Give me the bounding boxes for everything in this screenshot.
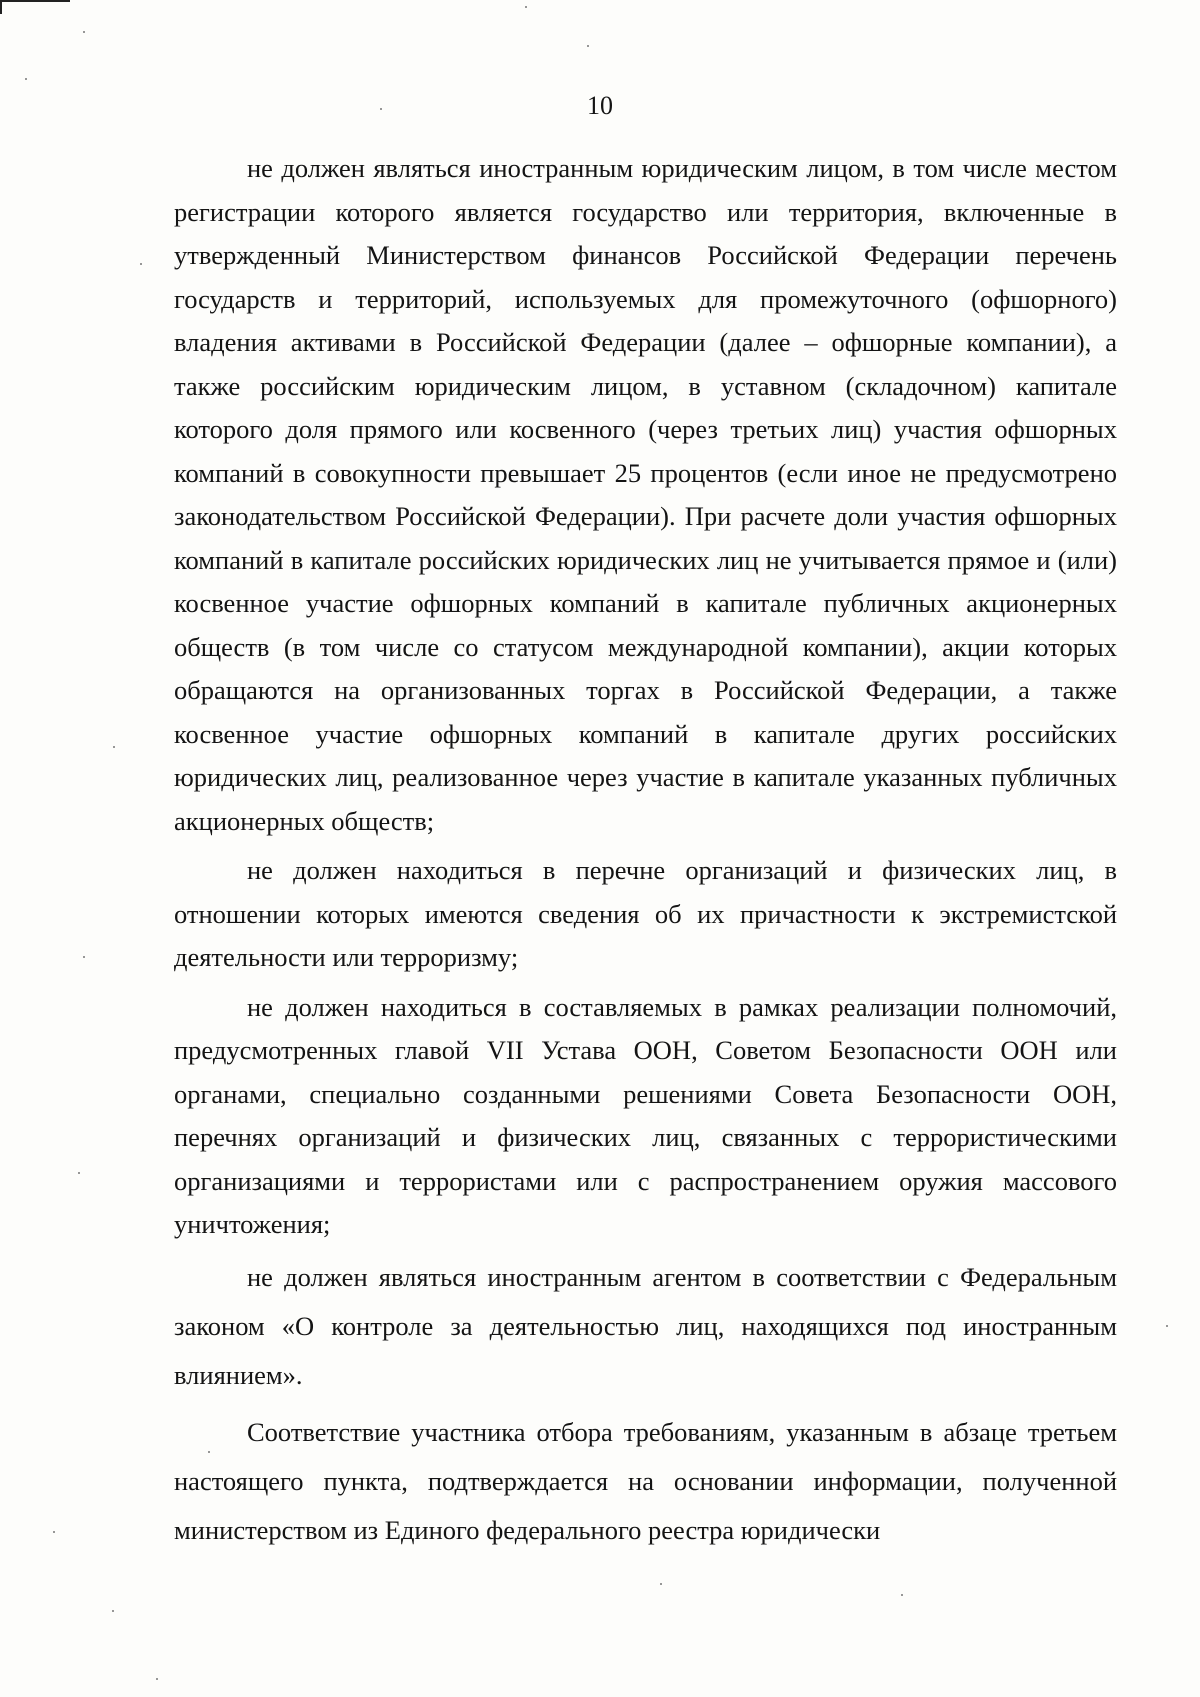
scan-speck (83, 956, 85, 958)
paragraph: не должен являться иностранным агентом в соответствии с Федеральным законом «О контроле за деятельностью лиц, находящихся под иностранным влиянием». (174, 1261, 1117, 1390)
scan-speck (901, 1594, 903, 1596)
scan-speck (113, 746, 115, 748)
scan-speck (140, 263, 142, 265)
paragraph: Соответствие участника отбора требованиям, указанным в абзаце третьем настоящего пункта, подтверждается на основании информации, полученной министерством из Единого федерального реестра юридически (174, 1416, 1117, 1545)
scan-speck (25, 78, 27, 80)
scan-speck (53, 1531, 55, 1533)
paragraph: не должен находиться в перечне организаций и физических лиц, в отношении которых имеются сведения об их причастности к экстремистской деятельности или терроризму; (174, 855, 1117, 972)
scan-speck (112, 1610, 114, 1612)
scan-speck (78, 1172, 80, 1174)
scan-speck (208, 1451, 210, 1453)
scan-speck (587, 45, 589, 47)
scan-speck (156, 1678, 158, 1680)
document-body (174, 147, 1117, 1555)
scan-speck (1166, 1325, 1168, 1327)
scan-speck (525, 6, 527, 8)
scan-speck (380, 108, 382, 110)
scan-corner-mark (0, 0, 2, 14)
page-number: 10 (587, 91, 613, 120)
paragraph: не должен являться иностранным юридическим лицом, в том числе местом регистрации которого является государство или территория, включенные в утвержденный Министерством финансов Российской Федерации перечень государств и территорий, используемых для промежуточного (офшорного) владения активами в Российской Федерации (далее – офшорные компании), а также российским юридическим лицом, в уставном (складочном) капитале которого доля прямого или косвенного (через третьих лиц) участия офшорных компаний в совокупности превышает 25 процентов (если иное не предусмотрено законодательством Российской Федерации). При расчете доли участия офшорных компаний в капитале российских юридических лиц не учитывается прямое и (или) косвенное участие офшорных компаний в капитале публичных акционерных обществ (в том числе со статусом международной компании), акции которых обращаются на организованных торгах в Российской Федерации, а также косвенное участие офшорных компаний в капитале других российских юридических лиц, реализованное через участие в капитале указанных публичных акционерных обществ; (174, 153, 1117, 836)
scan-speck (660, 1583, 662, 1585)
scan-speck (83, 31, 85, 33)
scan-corner-mark (0, 0, 70, 2)
paragraph: не должен находиться в составляемых в рамках реализации полномочий, предусмотренных главой VII Устава ООН, Советом Безопасности ООН или органами, специально созданными решениями Совета Безопасности ООН, перечнях организаций и физических лиц, связанных с террористическими организациями и террористами или с распространением оружия массового уничтожения; (174, 991, 1117, 1239)
